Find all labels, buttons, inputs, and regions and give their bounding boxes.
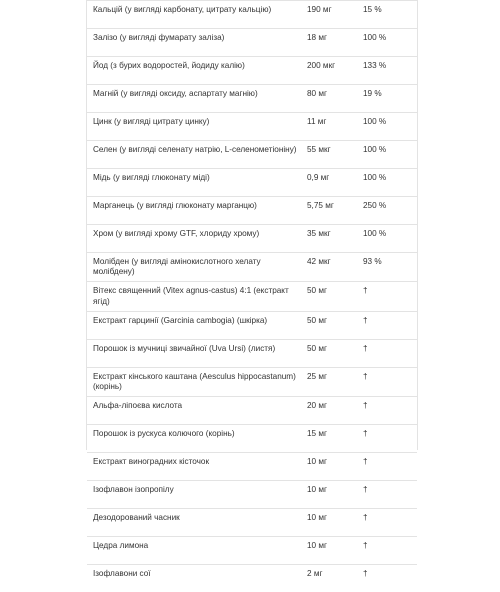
daily-value: 100 % [357,225,417,253]
ingredient-name: Порошок із рускуса колючого (корінь) [87,425,301,453]
ingredient-amount: 55 мкг [301,141,357,169]
ingredient-amount: 20 мг [301,397,357,425]
ingredient-amount: 10 мг [301,509,357,537]
ingredient-name: Кальцій (у вигляді карбонату, цитрату кальцію) [87,1,301,29]
ingredient-name: Екстракт гарцинії (Garcinia cambogia) (шкірка) [87,311,301,339]
ingredient-name: Дезодорований часник [87,509,301,537]
table-row [87,113,417,141]
ingredient-name: Молібден (у вигляді амінокислотного хелату молібдену) [87,253,301,282]
ingredient-amount: 35 мкг [301,225,357,253]
table-row [87,509,417,537]
ingredient-amount: 50 мг [301,282,357,311]
ingredient-name: Магній (у вигляді оксиду, аспартату магнію) [87,85,301,113]
daily-value: 100 % [357,141,417,169]
daily-value: 19 % [357,85,417,113]
table-row [87,197,417,225]
daily-value: † [357,481,417,509]
table-row [87,253,417,282]
supplement-facts-table [87,0,417,592]
daily-value: 100 % [357,113,417,141]
daily-value: † [357,509,417,537]
ingredient-name: Цедра лимона [87,537,301,565]
table-row [87,339,417,367]
table-row [87,85,417,113]
ingredient-amount: 190 мг [301,1,357,29]
ingredient-amount: 200 мкг [301,57,357,85]
daily-value: 93 % [357,253,417,282]
ingredient-name: Екстракт виноградних кісточок [87,453,301,481]
daily-value: † [357,339,417,367]
daily-value: 250 % [357,197,417,225]
ingredient-name: Залізо (у вигляді фумарату заліза) [87,29,301,57]
table-row [87,225,417,253]
ingredient-name: Альфа-ліпоєва кислота [87,397,301,425]
ingredient-amount: 10 мг [301,453,357,481]
daily-value: † [357,311,417,339]
ingredient-amount: 25 мг [301,367,357,396]
table-row [87,29,417,57]
ingredient-name: Порошок із мучниці звичайної (Uva Ursi) (листя) [87,339,301,367]
ingredient-amount: 80 мг [301,85,357,113]
table-row [87,367,417,396]
ingredient-amount: 50 мг [301,311,357,339]
ingredient-amount: 15 мг [301,425,357,453]
daily-value: † [357,537,417,565]
ingredient-amount: 11 мг [301,113,357,141]
ingredient-name: Вітекс священний (Vitex agnus-castus) 4:1 (екстракт ягід) [87,282,301,311]
daily-value: † [357,453,417,481]
table-row [87,397,417,425]
ingredient-amount: 10 мг [301,481,357,509]
table-row [87,453,417,481]
daily-value: 100 % [357,169,417,197]
supplement-facts-body [87,1,417,592]
ingredient-name: Хром (у вигляді хрому GTF, хлориду хрому) [87,225,301,253]
ingredient-name: Мідь (у вигляді глюконату міді) [87,169,301,197]
table-row [87,481,417,509]
ingredient-name: Екстракт кінського каштана (Aesculus hippocastanum) (корінь) [87,367,301,396]
table-row [87,282,417,311]
ingredient-amount: 50 мг [301,339,357,367]
table-row [87,1,417,29]
supplement-facts-panel [86,0,418,450]
daily-value: † [357,397,417,425]
ingredient-amount: 0,9 мг [301,169,357,197]
table-row [87,57,417,85]
table-row [87,425,417,453]
table-row [87,565,417,592]
ingredient-name: Ізофлавони сої [87,565,301,592]
daily-value: † [357,282,417,311]
ingredient-name: Марганець (у вигляді глюконату марганцю) [87,197,301,225]
table-row [87,169,417,197]
daily-value: † [357,367,417,396]
daily-value: † [357,425,417,453]
ingredient-name: Ізофлавон ізопропілу [87,481,301,509]
table-row [87,141,417,169]
ingredient-name: Цинк (у вигляді цитрату цинку) [87,113,301,141]
table-top-border [87,0,417,1]
table-row [87,311,417,339]
daily-value: † [357,565,417,592]
daily-value: 100 % [357,29,417,57]
daily-value: 133 % [357,57,417,85]
ingredient-amount: 42 мкг [301,253,357,282]
daily-value: 15 % [357,1,417,29]
ingredient-amount: 18 мг [301,29,357,57]
ingredient-amount: 10 мг [301,537,357,565]
ingredient-amount: 5,75 мг [301,197,357,225]
table-row [87,537,417,565]
ingredient-name: Йод (з бурих водоростей, йодиду калію) [87,57,301,85]
ingredient-name: Селен (у вигляді селенату натрію, L-селенометіоніну) [87,141,301,169]
ingredient-amount: 2 мг [301,565,357,592]
